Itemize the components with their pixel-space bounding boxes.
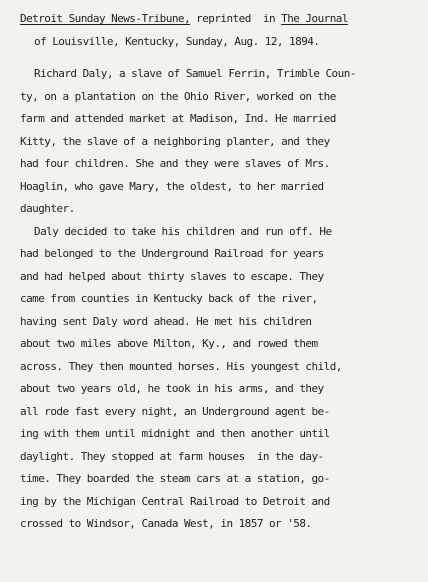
paragraph-line: had four children. She and they were slaves of Mrs. [20, 157, 330, 170]
paragraph-line: having sent Daly word ahead. He met his children [20, 314, 312, 328]
paragraph-line: daylight. They stopped at farm houses in the day- [20, 449, 324, 463]
paragraph-line: all rode fast every night, an Underground agent be- [20, 404, 330, 418]
spacer [20, 53, 410, 63]
paragraph-line: farm and attended market at Madison, Ind. He married [20, 112, 336, 125]
paragraph-line: Richard Daly, a slave of Samuel Ferrin, Trimble Coun- [34, 67, 356, 80]
citation-reprinted: reprinted in [190, 12, 282, 25]
paragraph-line: ty, on a plantation on the Ohio River, worked on the [20, 89, 336, 103]
paragraph-line: about two miles above Milton, Ky., and rowed them [20, 337, 318, 350]
paragraph-2 [20, 221, 410, 536]
paragraph-line: Kitty, the slave of a neighboring planter, and they [20, 134, 330, 148]
paragraph-line: and had helped about thirty slaves to escape. They [20, 269, 324, 283]
citation-line-2: of Louisville, Kentucky, Sunday, Aug. 12, 1894. [34, 34, 320, 48]
paragraph-1 [20, 63, 410, 221]
paragraph-line: ing by the Michigan Central Railroad to Detroit and [20, 494, 330, 508]
paragraph-line: had belonged to the Underground Railroad for years [20, 247, 324, 260]
newspaper-title: Detroit Sunday News-Tribune, [20, 12, 191, 25]
paragraph-line: ing with them until midnight and then another until [20, 427, 330, 440]
paragraph-line: crossed to Windsor, Canada West, in 1857 or '58. [20, 517, 312, 530]
journal-title: The Journal [281, 12, 348, 25]
paragraph-line: daughter. [20, 202, 75, 215]
paragraph-line: about two years old, he took in his arms, and they [20, 382, 324, 395]
paragraph-line: time. They boarded the steam cars at a station, go- [20, 472, 330, 485]
paragraph-line: Daly decided to take his children and run off. He [34, 224, 332, 238]
paragraph-line: across. They then mounted horses. His youngest child, [20, 359, 342, 373]
citation-line-1 [20, 8, 410, 31]
paragraph-line: came from counties in Kentucky back of the river, [20, 292, 318, 305]
paragraph-line: Hoaglin, who gave Mary, the oldest, to her married [20, 179, 324, 193]
